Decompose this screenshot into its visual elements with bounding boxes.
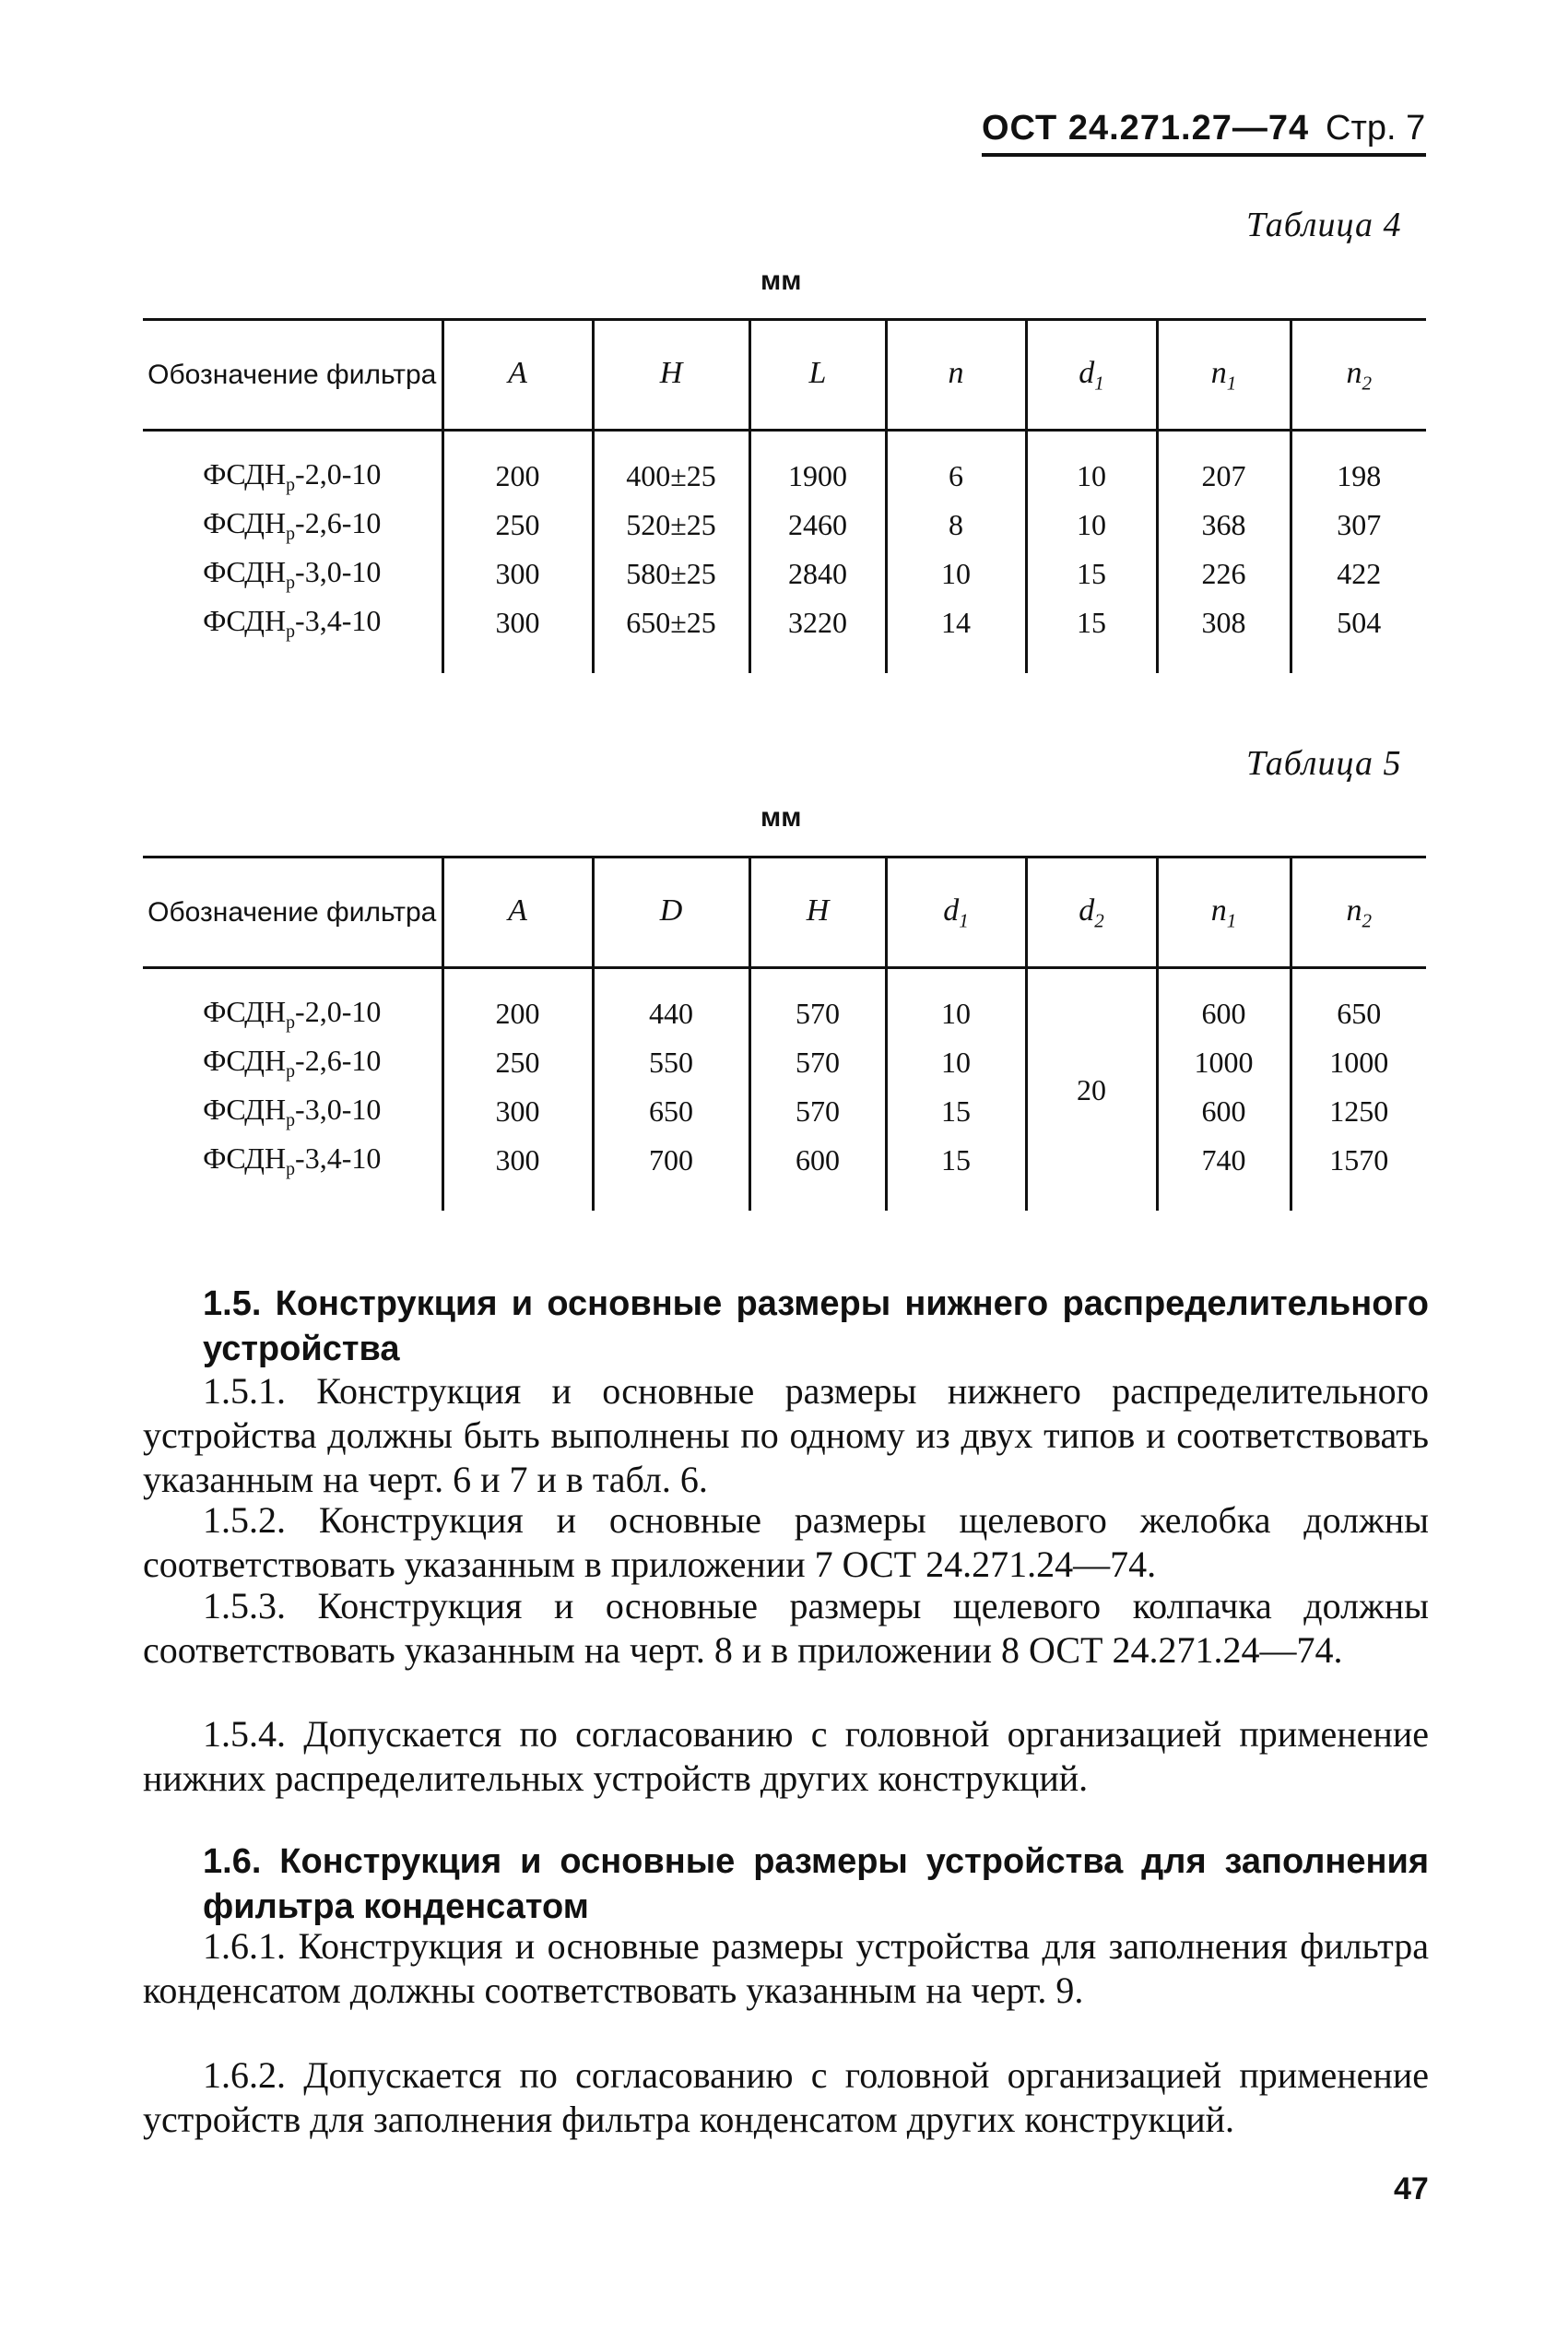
table4-header-row — [143, 320, 1426, 431]
table-row: $ФСДН_р-3,0-10$ 300 650 570 15 600 1250 — [143, 1087, 1426, 1136]
table4-col: $n_1$ — [1157, 320, 1291, 431]
table-row: $ФСДН_р-2,0-10$ 200 400±25 1900 6 10 207 198 — [143, 431, 1426, 502]
table4-col-filter: Обозначение фильтра — [143, 320, 442, 431]
table-row: $ФСДН_р-3,0-10$ 300 580±25 2840 10 15 226 422 — [143, 550, 1426, 598]
table5-col: H — [749, 857, 886, 968]
table5-caption: Таблица 5 — [1246, 744, 1402, 783]
table5-units: мм — [760, 802, 802, 833]
table5-col: $d_1$ — [886, 857, 1026, 968]
table5-col-filter: Обозначение фильтра — [143, 857, 442, 968]
table4-caption: Таблица 4 — [1246, 206, 1402, 244]
paragraph-1-5-1: 1.5.1. Конструкция и основные размеры нижнего распределительного устройства должны быть выполнены по одному из двух типов и соответствовать указанным на черт. 6 и 7 и в табл. 6. — [143, 1370, 1429, 1500]
table4 — [143, 318, 1426, 673]
table5-header-row — [143, 857, 1426, 968]
section-1-5-title: 1.5. Конструкция и основные размеры нижнего распределительного устройства — [203, 1284, 1429, 1368]
paragraph-1-5-2: 1.5.2. Конструкция и основные размеры щелевого желобка должны соответствовать указанным в приложении 7 ОСТ 24.271.24—74. — [143, 1499, 1429, 1585]
paragraph-1-5-4: 1.5.4. Допускается по согласованию с головной организацией применение нижних распределительных устройств других конструкций. — [143, 1713, 1429, 1799]
table4-col: H — [593, 320, 749, 431]
table5-col: $n_1$ — [1157, 857, 1291, 968]
table4-col: A — [442, 320, 593, 431]
paragraph-1-6-2: 1.6.2. Допускается по согласованию с головной организацией применение устройств для заполнения фильтра конденсатом других конструкций. — [143, 2054, 1429, 2140]
table5 — [143, 856, 1426, 1211]
paragraph-1-5-3: 1.5.3. Конструкция и основные размеры щелевого колпачка должны соответствовать указанным на черт. 8 и в приложении 8 ОСТ 24.271.24—74. — [143, 1585, 1429, 1671]
table-row: $ФСДН_р-3,4-10$ 300 650±25 3220 14 15 308 504 — [143, 598, 1426, 673]
page-label: Стр. 7 — [1326, 109, 1426, 148]
table5-col: A — [442, 857, 593, 968]
table5-col: $n_2$ — [1291, 857, 1426, 968]
table4-col: $d_1$ — [1026, 320, 1157, 431]
table4-col: n — [886, 320, 1026, 431]
table-row: $ФСДН_р-3,4-10$ 300 700 600 15 740 1570 — [143, 1136, 1426, 1211]
table-row: $ФСДН_р-2,6-10$ 250 520±25 2460 8 10 368 307 — [143, 501, 1426, 550]
table5-col: D — [593, 857, 749, 968]
merged-d2-cell: 20 — [1026, 968, 1157, 1212]
table4-col: L — [749, 320, 886, 431]
paragraph-1-6-1: 1.6.1. Конструкция и основные размеры устройства для заполнения фильтра конденсатом должны соответствовать указанным на черт. 9. — [143, 1925, 1429, 2011]
document-code: ОСТ 24.271.27—74 — [982, 109, 1310, 148]
header-rule — [982, 153, 1426, 157]
page-number: 47 — [1394, 2171, 1429, 2206]
table-row: $ФСДН_р-2,0-10$ 200 440 570 10 20 600 650 — [143, 968, 1426, 1039]
table4-col: $n_2$ — [1291, 320, 1426, 431]
section-1-6-title: 1.6. Конструкция и основные размеры устройства для заполнения фильтра конденсатом — [203, 1842, 1429, 1926]
table4-units: мм — [760, 266, 802, 296]
table5-col: $d_2$ — [1026, 857, 1157, 968]
table-row: $ФСДН_р-2,6-10$ 250 550 570 10 1000 1000 — [143, 1038, 1426, 1087]
